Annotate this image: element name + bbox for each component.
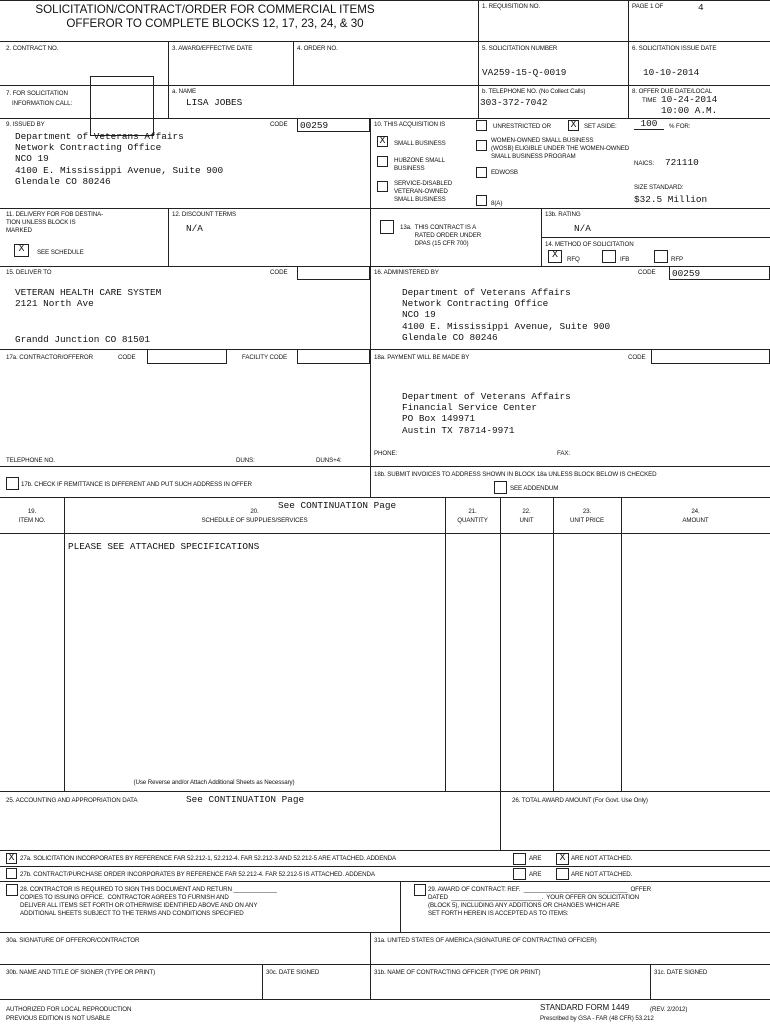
b17-code-label: CODE [118, 354, 136, 361]
col22-header: UNIT [519, 517, 534, 524]
remittance-checkbox[interactable] [6, 477, 19, 490]
see-schedule-label: SEE SCHEDULE [37, 249, 84, 256]
contact-phone[interactable]: 303-372-7042 [480, 97, 548, 108]
small-business-label: SMALL BUSINESS [394, 140, 446, 147]
col19-num: 19. [27, 508, 37, 515]
naics-value[interactable]: 721110 [665, 157, 699, 168]
form-prescribed: Prescribed by GSA - FAR (48 CFR) 53.212 [540, 1015, 654, 1022]
duns4-label: DUNS+4: [316, 457, 342, 464]
col21-num: 21. [468, 508, 477, 515]
phone-label: b. TELEPHONE NO. (No Collect Calls) [482, 88, 586, 95]
b8-time-label: TIME [642, 97, 657, 104]
b10-label: 10. THIS ACQUISITION IS [374, 121, 446, 128]
small-business-checkbox[interactable]: X [377, 136, 388, 147]
deliver-to-address: VETERAN HEALTH CARE SYSTEM 2121 North Ave [15, 287, 162, 310]
b16-code-label: CODE [638, 269, 656, 276]
b31c-label: 31c. DATE SIGNED [654, 969, 708, 976]
form-title-line2: OFFEROR TO COMPLETE BLOCKS 12, 17, 23, 24, & 30 [66, 17, 364, 30]
b28-label: 28. CONTRACTOR IS REQUIRED TO SIGN THIS DOCUMENT AND RETURN _____________ COPIES TO ISSUING OFFICE. CONTRACTOR AGREES TO FURNISH AND DELIVER ALL ITEMS SET FORTH OR OTHERWISE IDENTIFIED ABOVE AND ON ANY ADDITIONAL SHEETS SUBJECT TO THE TERMS AND CONDITIONS SPECIFIED [20, 886, 277, 917]
edwosb-label: EDWOSB [491, 169, 518, 176]
dpas-checkbox[interactable] [380, 220, 394, 234]
b27a-label: 27a. SOLICITATION INCORPORATES BY REFERENCE FAR 52.212-1, 52.212-4. FAR 52.212-3 AND 52.212-5 ARE ATTACHED. ADDENDA [20, 855, 397, 862]
b27b-not-label: ARE NOT ATTACHED. [571, 871, 633, 878]
schedule-continuation: See CONTINUATION Page [278, 500, 397, 511]
telephone-label: TELEPHONE NO. [6, 457, 55, 464]
payment-code-field[interactable] [651, 349, 770, 364]
wosb-checkbox[interactable] [476, 140, 487, 151]
see-addendum-checkbox[interactable] [494, 481, 507, 494]
b27a-are-checkbox[interactable] [513, 853, 526, 865]
col22-num: 22. [522, 508, 531, 515]
offer-due-time[interactable]: 10:00 A.M. [661, 105, 718, 116]
b30b-label: 30b. NAME AND TITLE OF SIGNER (TYPE OR PRINT) [6, 969, 156, 976]
8a-label: 8(A) [491, 200, 503, 207]
facility-code-field[interactable] [297, 349, 370, 364]
see-schedule-checkbox[interactable]: X [14, 244, 29, 257]
size-standard-label: SIZE STANDARD: [634, 184, 684, 191]
b27b-label: 27b. CONTRACT/PURCHASE ORDER INCORPORATES BY REFERENCE FAR 52.212-4. FAR 52.212-5 IS ATTACHED. ADDENDA [20, 871, 375, 878]
col20-num: 20. [250, 508, 259, 515]
col24-header: AMOUNT [682, 517, 709, 524]
b2-label: 2. CONTRACT NO. [6, 45, 59, 52]
b13a-label: 13a. THIS CONTRACT IS A RATED ORDER UNDER DPAS (15 CFR 700) [400, 224, 482, 247]
b18a-label: 18a. PAYMENT WILL BE MADE BY [374, 354, 470, 361]
see-addendum-label: SEE ADDENDUM [510, 485, 559, 492]
form-revision: (REV. 2/2012) [650, 1006, 688, 1013]
rfq-label: RFQ [567, 256, 580, 263]
b17b-label: 17b. CHECK IF REMITTANCE IS DIFFERENT AND PUT SUCH ADDRESS IN OFFER [21, 481, 252, 488]
rfp-label: RFP [671, 256, 684, 263]
b27b-checkbox[interactable] [6, 868, 17, 879]
col23-header: UNIT PRICE [570, 517, 604, 524]
facility-code-label: FACILITY CODE [242, 354, 288, 361]
contact-name[interactable]: LISA JOBES [186, 97, 243, 108]
size-standard-value[interactable]: $32.5 Million [634, 194, 708, 205]
b9-label: 9. ISSUED BY [6, 121, 45, 128]
contractor-code-field[interactable] [147, 349, 227, 364]
solicitation-number[interactable]: VA259-15-Q-0019 [482, 67, 567, 78]
phone-label-18: PHONE: [374, 450, 398, 457]
set-aside-percent[interactable]: 100 [634, 119, 664, 130]
b9-code-value: 00259 [300, 120, 329, 131]
b16-label: 16. ADMINISTERED BY [374, 269, 439, 276]
col20-header: SCHEDULE OF SUPPLIES/SERVICES [201, 517, 308, 524]
naics-label: NAICS: [634, 160, 655, 167]
ifb-label: IFB [620, 256, 630, 263]
set-aside-checkbox[interactable]: X [568, 120, 579, 131]
b27a-are-label: ARE [529, 855, 542, 862]
b16-code-value: 00259 [672, 268, 701, 279]
name-label: a. NAME [172, 88, 197, 95]
b15-code-label: CODE [270, 269, 288, 276]
schedule-footnote: (Use Reverse and/or Attach Additional Sheets as Necessary) [133, 779, 295, 786]
b27b-not-checkbox[interactable] [556, 868, 569, 880]
b18b-label: 18b. SUBMIT INVOICES TO ADDRESS SHOWN IN BLOCK 18a UNLESS BLOCK BELOW IS CHECKED [374, 471, 657, 478]
solicitation-issue-date[interactable]: 10-10-2014 [643, 67, 700, 78]
b7-label: 7. FOR SOLICITATION [6, 90, 68, 97]
b27b-are-checkbox[interactable] [513, 868, 526, 880]
edwosb-checkbox[interactable] [476, 167, 487, 178]
deliver-to-city: Grandd Junction CO 81501 [15, 334, 151, 345]
b5-label: 5. SOLICITATION NUMBER [482, 45, 558, 52]
issued-by-address: Department of Veterans Affairs Network Contracting Office NCO 19 4100 E. Mississippi Avenue, Suite 900 Glendale CO 80246 [15, 131, 224, 187]
rfq-checkbox[interactable]: X [548, 250, 562, 263]
set-aside-label: SET ASIDE: [584, 123, 617, 130]
page-total: 4 [698, 2, 704, 13]
b1-label: 1. REQUISITION NO. [482, 3, 541, 10]
footer-left-2: PREVIOUS EDITION IS NOT USABLE [6, 1015, 111, 1022]
sdvosb-label: SERVICE-DISABLED VETERAN-OWNED SMALL BUSINESS [394, 180, 453, 203]
b13b-label: 13b. RATING [545, 211, 581, 218]
rating-value[interactable]: N/A [574, 223, 591, 234]
hubzone-label: HUBZONE SMALL BUSINESS [394, 157, 445, 172]
b25-label: 25. ACCOUNTING AND APPROPRIATION DATA [6, 797, 138, 804]
b29-checkbox[interactable] [414, 884, 426, 896]
b31b-label: 31b. NAME OF CONTRACTING OFFICER (TYPE OR PRINT) [374, 969, 541, 976]
wosb-label: WOMEN-OWNED SMALL BUSINESS (WOSB) ELIGIBLE UNDER THE WOMEN-OWNED SMALL BUSINESS PROGRAM [491, 137, 630, 160]
b27a-checkbox[interactable]: X [6, 853, 17, 864]
b7-label-2: INFORMATION CALL: [12, 100, 73, 107]
b26-label: 26. TOTAL AWARD AMOUNT (For Govt. Use Only) [512, 797, 648, 804]
fax-label: FAX: [557, 450, 571, 457]
b31a-label: 31a. UNITED STATES OF AMERICA (SIGNATURE OF CONTRACTING OFFICER) [374, 937, 597, 944]
b14-label: 14. METHOD OF SOLICITATION [545, 241, 634, 248]
rfp-checkbox[interactable] [654, 250, 668, 263]
b12-label: 12. DISCOUNT TERMS [172, 211, 236, 218]
b29-label: 29. AWARD OF CONTRACT: REF. _______________________________ OFFER DATED ___________________________. YOUR OFFER ON SOLICITATION (BLOCK 5), INCLUDING ANY ADDITIONS OR CHANGES WHICH ARE SET FORTH HEREIN IS ACCEPTED AS TO ITEMS: [428, 886, 651, 917]
percent-for-label: % FOR: [669, 123, 691, 130]
duns-label: DUNS: [236, 457, 255, 464]
col21-header: QUANTITY [457, 517, 488, 524]
discount-terms-value[interactable]: N/A [186, 223, 203, 234]
b28-checkbox[interactable] [6, 884, 18, 896]
b9-code-label: CODE [270, 121, 288, 128]
administered-by-address: Department of Veterans Affairs Network Contracting Office NCO 19 4100 E. Mississippi Avenue, Suite 900 Glendale CO 80246 [402, 287, 611, 343]
ifb-checkbox[interactable] [602, 250, 616, 263]
sdvosb-checkbox[interactable] [377, 181, 388, 192]
b27a-not-label: ARE NOT ATTACHED. [571, 855, 633, 862]
b4-label: 4. ORDER NO. [297, 45, 338, 52]
offer-due-date[interactable]: 10-24-2014 [661, 94, 718, 105]
unrestricted-checkbox[interactable] [476, 120, 487, 131]
footer-left-1: AUTHORIZED FOR LOCAL REPRODUCTION [6, 1006, 132, 1013]
col19-header: ITEM NO. [18, 517, 46, 524]
payment-address: Department of Veterans Affairs Financial Service Center PO Box 149971 Austin TX 78714-9971 [402, 391, 571, 436]
b15-label: 15. DELIVER TO [6, 269, 52, 276]
b30a-label: 30a. SIGNATURE OF OFFEROR/CONTRACTOR [6, 937, 140, 944]
b17a-label: 17a. CONTRACTOR/OFFEROR [6, 354, 93, 361]
b6-label: 6. SOLICITATION ISSUE DATE [632, 45, 717, 52]
hubzone-checkbox[interactable] [377, 156, 388, 167]
form-number: STANDARD FORM 1449 [540, 1003, 630, 1012]
page-label: PAGE 1 OF [632, 3, 664, 10]
b30c-label: 30c. DATE SIGNED [266, 969, 320, 976]
b8-label: 8. OFFER DUE DATE/LOCAL [632, 88, 713, 95]
schedule-body: PLEASE SEE ATTACHED SPECIFICATIONS [68, 541, 260, 552]
col23-num: 23. [582, 508, 592, 515]
b18-code-label: CODE [628, 354, 646, 361]
b27a-not-checkbox[interactable]: X [556, 853, 569, 865]
b27b-are-label: ARE [529, 871, 542, 878]
accounting-data[interactable]: See CONTINUATION Page [186, 794, 305, 805]
b11-label: 11. DELIVERY FOR FOB DESTINA- TION UNLESS BLOCK IS MARKED [6, 211, 104, 234]
form-title-line1: SOLICITATION/CONTRACT/ORDER FOR COMMERCIAL ITEMS [35, 3, 375, 16]
b3-label: 3. AWARD/EFFECTIVE DATE [172, 45, 253, 52]
8a-checkbox[interactable] [476, 195, 487, 206]
unrestricted-label: UNRESTRICTED OR [493, 123, 551, 130]
b15-code-field[interactable] [297, 266, 370, 280]
col24-num: 24. [691, 508, 700, 515]
